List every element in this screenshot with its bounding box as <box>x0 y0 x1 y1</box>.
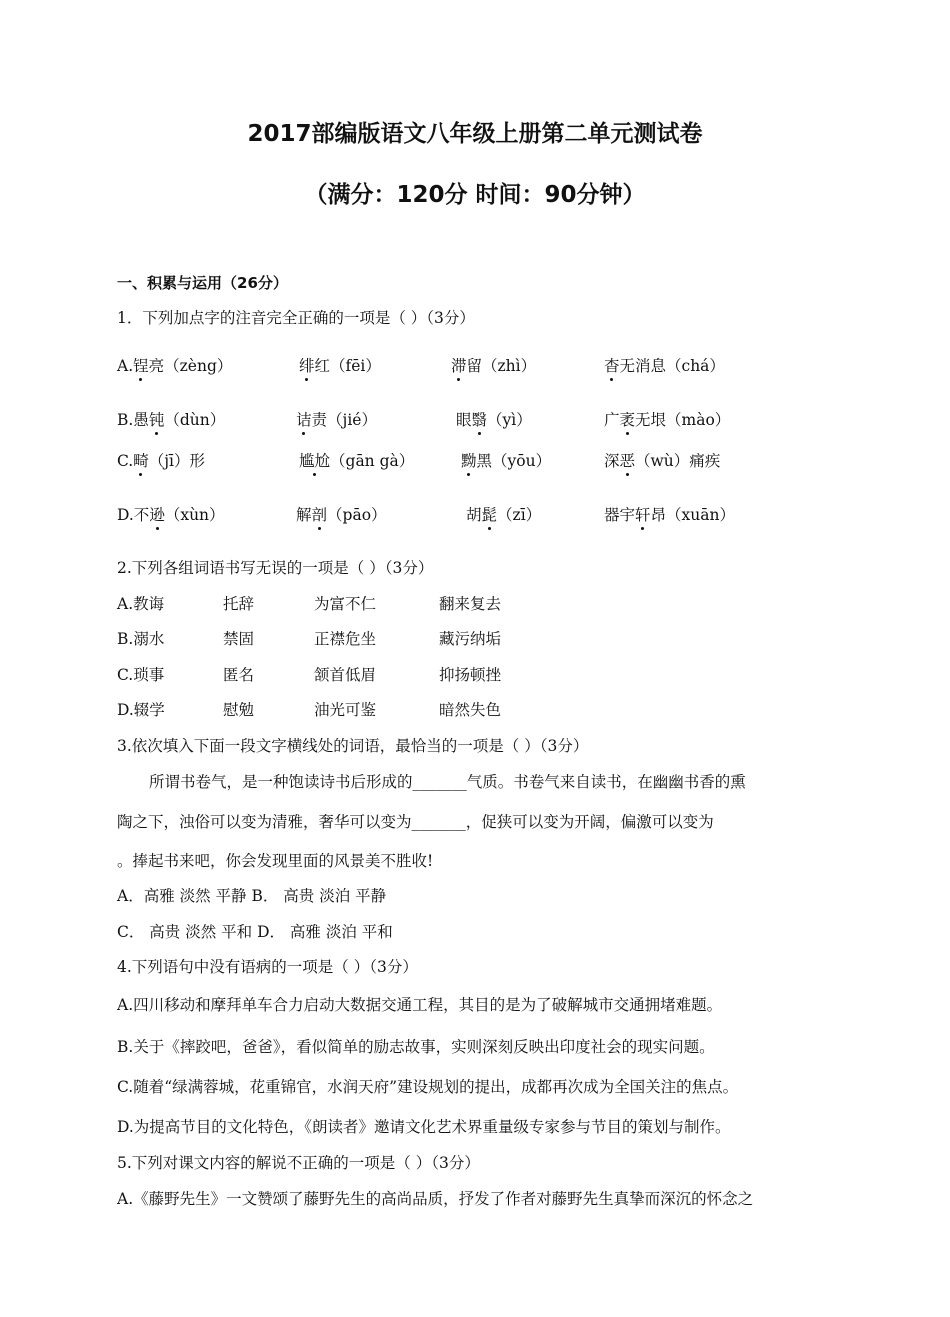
q4-option-c: C.随着“绿满蓉城，花重锦官，水润天府”建设规划的提出，成都再次成为全国关注的焦点。 <box>117 1078 739 1096</box>
q1-option-d-3: 胡髭（zī） <box>466 506 542 524</box>
q1-option-a-2: 绯红（fēi） <box>299 357 381 375</box>
q1-option-c-1: C.畸（jī）形 <box>117 452 206 470</box>
q1-option-a-3: 滞留（zhì） <box>451 357 537 375</box>
q1-option-a-1: A.锃亮（zèng） <box>117 357 233 375</box>
exam-title: 2017部编版语文八年级上册第二单元测试卷 <box>247 121 703 147</box>
q1-option-c-3: 黝黑（yōu） <box>461 452 552 470</box>
q2-c-1: C.琐事 <box>117 666 165 684</box>
q4-option-a: A.四川移动和摩拜单车合力启动大数据交通工程，其目的是为了破解城市交通拥堵难题。 <box>117 996 723 1014</box>
q1-option-b-2: 诘责（jié） <box>296 411 377 429</box>
q2-d-2: 慰勉 <box>223 701 255 719</box>
q4-option-b: B.关于《摔跤吧，爸爸》，看似简单的励志故事，实则深刻反映出印度社会的现实问题。 <box>117 1038 715 1056</box>
section-heading: 一、积累与运用（26分） <box>117 274 288 292</box>
q1-option-c-2: 尴尬（gān gà） <box>299 452 415 470</box>
q2-d-3: 油光可鉴 <box>314 701 377 719</box>
q2-c-2: 匿名 <box>223 666 255 684</box>
question-2-stem: 2.下列各组词语书写无误的一项是（ ）（3分） <box>117 559 434 577</box>
q2-b-4: 藏污纳垢 <box>439 630 502 648</box>
question-3-stem: 3.依次填入下面一段文字横线处的词语，最恰当的一项是（ ）（3分） <box>117 737 589 755</box>
q2-d-4: 暗然失色 <box>439 701 502 719</box>
q2-b-1: B.溺水 <box>117 630 165 648</box>
q1-option-d-1: D.不逊（xùn） <box>117 506 225 524</box>
exam-subtitle: （满分：120分 时间：90分钟） <box>304 182 646 208</box>
q3-options-ab: A．高雅 淡然 平静 B． 高贵 淡泊 平静 <box>117 887 387 905</box>
q1-option-b-4: 广袤无垠（mào） <box>604 411 731 429</box>
question-1-stem: 1．下列加点字的注音完全正确的一项是（ ）（3分） <box>117 309 475 327</box>
q2-b-3: 正襟危坐 <box>314 630 377 648</box>
question-5-stem: 5.下列对课文内容的解说不正确的一项是（ ）（3分） <box>117 1154 480 1172</box>
q2-c-3: 颔首低眉 <box>314 666 377 684</box>
q1-option-a-4: 杳无消息（chá） <box>604 357 725 375</box>
q2-c-4: 抑扬顿挫 <box>439 666 502 684</box>
q1-option-b-3: 眼翳（yì） <box>456 411 532 429</box>
question-4-stem: 4.下列语句中没有语病的一项是（ ）（3分） <box>117 958 418 976</box>
q3-passage-line-2: 陶之下，浊俗可以变为清雅，奢华可以变为_______，促狭可以变为开阔，偏激可以变为 <box>117 813 714 831</box>
q1-option-d-2: 解剖（pāo） <box>296 506 387 524</box>
q2-a-2: 托辞 <box>223 595 255 613</box>
q2-a-1: A.教诲 <box>117 595 165 613</box>
q3-passage-line-3: 。捧起书来吧，你会发现里面的风景美不胜收! <box>117 852 434 870</box>
q5-option-a: A.《藤野先生》一文赞颂了藤野先生的高尚品质，抒发了作者对藤野先生真挚而深沉的怀念之 <box>117 1190 754 1208</box>
q3-options-cd: C． 高贵 淡然 平和 D． 高雅 淡泊 平和 <box>117 923 393 941</box>
q4-option-d: D.为提高节目的文化特色，《朗读者》邀请文化艺术界重量级专家参与节目的策划与制作。 <box>117 1118 731 1136</box>
q2-a-4: 翻来复去 <box>439 595 502 613</box>
q2-d-1: D.辍学 <box>117 701 165 719</box>
q1-option-d-4: 器宇轩昂（xuān） <box>604 506 735 524</box>
q2-a-3: 为富不仁 <box>314 595 377 613</box>
q1-option-b-1: B.愚钝（dùn） <box>117 411 226 429</box>
q2-b-2: 禁固 <box>223 630 255 648</box>
q3-passage-line-1: 所谓书卷气，是一种饱读诗书后形成的_______气质。书卷气来自读书，在幽幽书香的熏 <box>149 773 746 791</box>
q1-option-c-4: 深恶（wù）痛疾 <box>604 452 721 470</box>
